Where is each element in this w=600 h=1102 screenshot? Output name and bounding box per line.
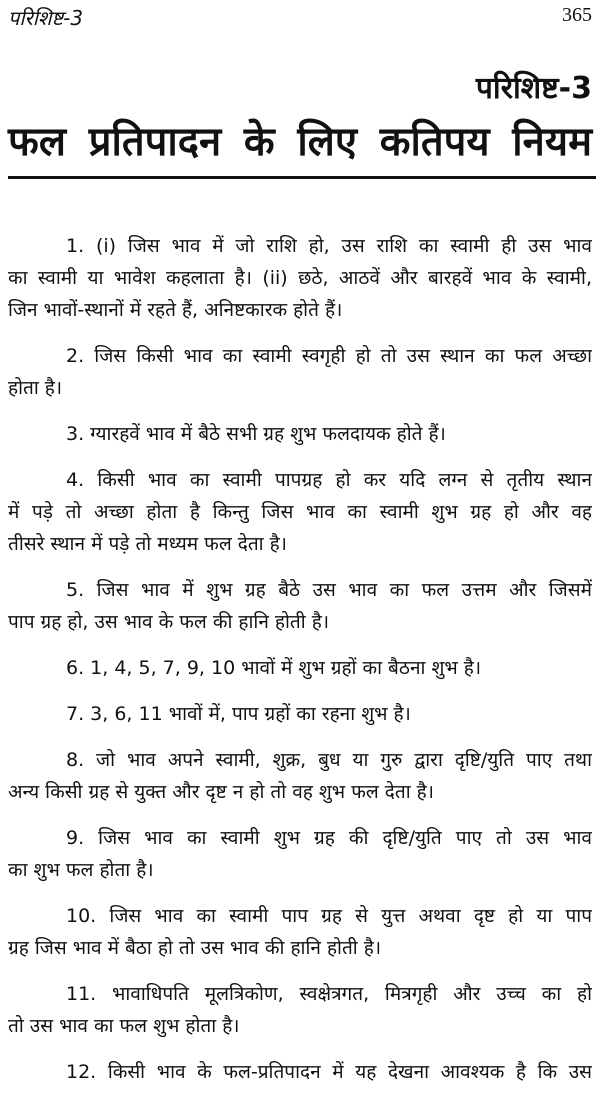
rule-paragraph — [8, 652, 592, 684]
text-line: 10. जिस भाव का स्वामी पाप ग्रह से युत्त अथवा दृष्ट हो या पाप — [66, 905, 592, 927]
text-line: 4. किसी भाव का स्वामी पापग्रह हो कर यदि लग्न से तृतीय स्थान — [66, 469, 592, 491]
text-line: में पड़े तो अच्छा होता है किन्तु जिस भाव का स्वामी शुभ ग्रह हो और वह — [8, 501, 592, 523]
text-line: 3. ग्यारहवें भाव में बैठे सभी ग्रह शुभ फलदायक होते हैं। — [66, 423, 446, 445]
text-line: का स्वामी या भावेश कहलाता है। (ii) छठे, आठवें और बारहवें भाव के स्वामी, — [8, 267, 592, 289]
text-line: होता है। — [8, 377, 63, 399]
rule-paragraph — [8, 822, 592, 886]
text-line: पाप ग्रह हो, उस भाव के फल की हानि होती है। — [8, 611, 330, 633]
text-line: 9. जिस भाव का स्वामी शुभ ग्रह की दृष्टि/युति पाए तो उस भाव — [66, 827, 592, 849]
rule-paragraph — [8, 464, 592, 560]
text-line: का शुभ फल होता है। — [8, 859, 154, 881]
rule-paragraph — [8, 698, 592, 730]
text-line: ग्रह जिस भाव में बैठा हो तो उस भाव की हानि होती है। — [8, 937, 382, 959]
running-header-title: परिशिष्ट-3 — [8, 6, 84, 30]
text-line: तीसरे स्थान में पड़े तो मध्यम फल देता है। — [8, 533, 287, 555]
text-line: तो उस भाव का फल शुभ होता है। — [8, 1015, 240, 1037]
rule-paragraph — [8, 574, 592, 638]
rule-paragraph — [8, 1056, 592, 1088]
page-number: 365 — [562, 4, 592, 26]
rule-paragraph — [8, 340, 592, 404]
text-line: 8. जो भाव अपने स्वामी, शुक्र, बुध या गुरु द्वारा दृष्टि/युति पाए तथा — [66, 749, 592, 771]
text-line: 11. भावाधिपति मूलत्रिकोण, स्वक्षेत्रगत, मित्रगृही और उच्च का हो — [66, 983, 592, 1005]
page-title: फल प्रतिपादन के लिए कतिपय नियम — [8, 119, 592, 165]
text-line: 7. 3, 6, 11 भावों में, पाप ग्रहों का रहना शुभ है। — [66, 703, 411, 725]
title-rule — [8, 176, 596, 179]
rule-paragraph — [8, 978, 592, 1042]
rule-paragraph — [8, 900, 592, 964]
text-line: 12. किसी भाव के फल-प्रतिपादन में यह देखना आवश्यक है कि उस — [66, 1061, 592, 1083]
rule-paragraph — [8, 230, 592, 326]
rule-paragraph — [8, 418, 592, 450]
appendix-label: परिशिष्ट-3 — [475, 71, 592, 106]
text-line: 6. 1, 4, 5, 7, 9, 10 भावों में शुभ ग्रहों का बैठना शुभ है। — [66, 657, 482, 679]
text-line: 2. जिस किसी भाव का स्वामी स्वगृही हो तो उस स्थान का फल अच्छा — [66, 345, 592, 367]
text-line: 1. (i) जिस भाव में जो राशि हो, उस राशि का स्वामी ही उस भाव — [66, 235, 592, 257]
rule-paragraph — [8, 744, 592, 808]
body-text — [8, 230, 592, 1102]
text-line: अन्य किसी ग्रह से युक्त और दृष्ट न हो तो वह शुभ फल देता है। — [8, 781, 434, 803]
text-line: जिन भावों-स्थानों में रहते हैं, अनिष्टकारक होते हैं। — [8, 299, 343, 321]
text-line: 5. जिस भाव में शुभ ग्रह बैठे उस भाव का फल उत्तम और जिसमें — [66, 579, 592, 601]
